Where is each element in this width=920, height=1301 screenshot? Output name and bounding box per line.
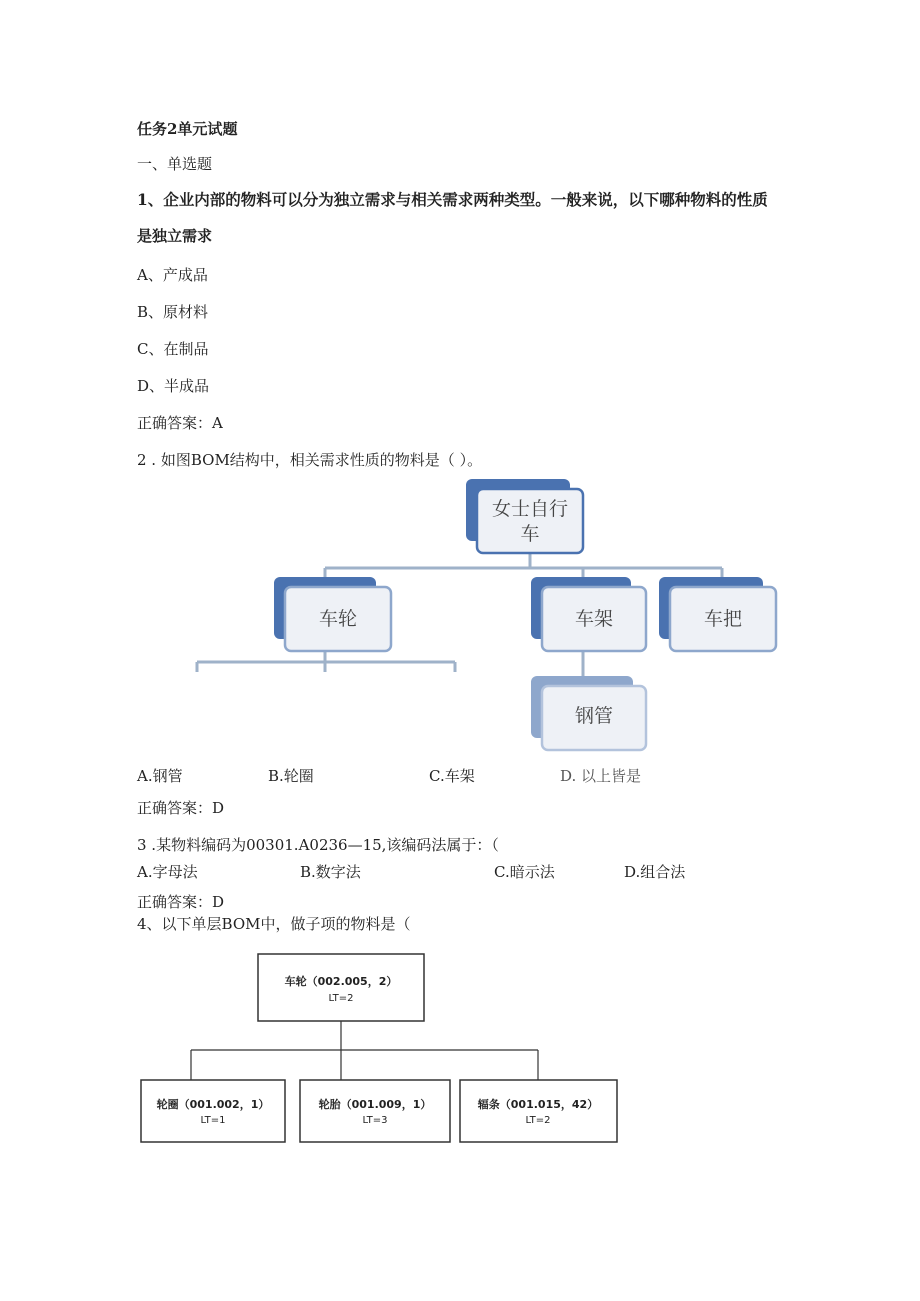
q3-option-d: D.组合法	[624, 863, 686, 881]
bom-node-handlebar	[659, 577, 776, 651]
q4-connectors	[191, 1021, 538, 1080]
q4-child-tire	[300, 1080, 450, 1142]
q4-child-spoke-lt: LT=2	[525, 1115, 551, 1126]
q2-option-a: A.钢管	[137, 767, 183, 785]
section-heading: 一、单选题	[137, 155, 213, 173]
q4-parent-box	[258, 954, 424, 1021]
bom-wheel-label: 车轮	[318, 608, 358, 630]
q4-child-tire-lt: LT=3	[362, 1115, 388, 1126]
q1-answer: 正确答案：A	[137, 414, 223, 432]
bom-root-label-2: 车	[520, 523, 540, 545]
q4-text: 4、以下单层BOM中，做子项的物料是（	[137, 915, 411, 933]
bom-handlebar-label: 车把	[703, 608, 743, 630]
q1-option-d: D、半成品	[137, 377, 210, 395]
bom-node-steel-pipe	[531, 676, 646, 750]
q3-answer: 正确答案：D	[137, 893, 225, 911]
q1-text-line1: 1、企业内部的物料可以分为独立需求与相关需求两种类型。一般来说，以下哪种物料的性质	[137, 190, 768, 209]
q3-option-b: B.数字法	[300, 863, 361, 881]
page-title: 任务2单元试题	[137, 120, 238, 138]
bom-frame-label: 车架	[574, 608, 614, 630]
bom-node-wheel	[274, 577, 391, 651]
q4-parent-lt: LT=2	[328, 993, 354, 1004]
q2-text: 2 . 如图BOM结构中，相关需求性质的物料是（ ）。	[137, 451, 483, 469]
q4-child-tire-label: 轮胎（001.009，1）	[318, 1098, 432, 1111]
bom-node-root	[466, 479, 583, 553]
q4-child-spoke-label: 辐条（001.015，42）	[477, 1098, 599, 1111]
q4-parent-label: 车轮（002.005，2）	[284, 975, 398, 988]
q4-child-rim	[141, 1080, 285, 1142]
bom-node-frame	[531, 577, 646, 651]
q1-option-b: B、原材料	[137, 303, 209, 321]
q1-option-a: A、产成品	[137, 266, 208, 284]
q3-text: 3 .某物料编码为00301.A0236—15,该编码法属于：（	[137, 836, 499, 854]
bom-steel-pipe-label: 钢管	[574, 705, 614, 727]
q3-option-a: A.字母法	[137, 863, 198, 881]
q2-option-c: C.车架	[429, 767, 475, 785]
bom-root-label-1: 女士自行	[491, 498, 569, 520]
q2-option-b: B.轮圈	[268, 767, 314, 785]
q2-answer: 正确答案：D	[137, 799, 225, 817]
q3-option-c: C.暗示法	[494, 863, 555, 881]
q4-child-spoke	[460, 1080, 617, 1142]
q2-option-d: D. 以上皆是	[560, 767, 642, 785]
q4-child-rim-label: 轮圈（001.002，1）	[156, 1098, 270, 1111]
q4-bom-diagram	[141, 954, 617, 1142]
q1-text-line2: 是独立需求	[137, 227, 213, 245]
q1-option-c: C、在制品	[137, 340, 209, 358]
q4-child-rim-lt: LT=1	[200, 1115, 226, 1126]
